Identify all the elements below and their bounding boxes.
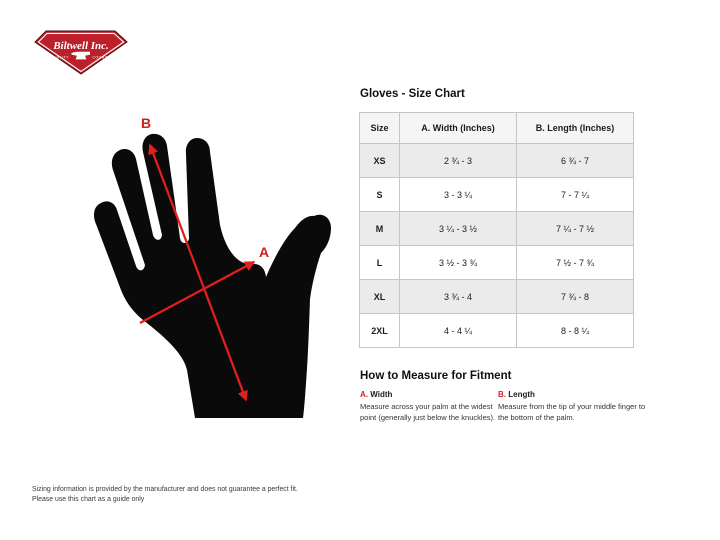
column-header-size: Size [360, 113, 400, 144]
cell-width: 4 - 4 ¼ [400, 314, 517, 348]
cell-width: 2 ¾ - 3 [400, 144, 517, 178]
cell-size: L [360, 246, 400, 280]
logo-brand-text: Biltwell Inc. [53, 40, 109, 52]
cell-size: XS [360, 144, 400, 178]
diagram-label-b: B [140, 115, 152, 131]
hand-diagram [83, 100, 343, 430]
cell-size: S [360, 178, 400, 212]
measure-item-length-heading [498, 390, 650, 399]
size-table [359, 112, 634, 348]
measure-item-width-heading [360, 390, 496, 399]
table-row-2xl [360, 314, 634, 348]
column-header-width: A. Width (Inches) [400, 113, 517, 144]
cell-width: 3 ¼ - 3 ½ [400, 212, 517, 246]
measure-section-title: How to Measure for Fitment [360, 370, 512, 382]
hand-silhouette [94, 134, 331, 418]
table-row-xs [360, 144, 634, 178]
logo-tagline-right: COUNTS” [92, 55, 112, 60]
cell-length: 7 ½ - 7 ¾ [517, 246, 634, 280]
measure-text-width: Measure across your palm at the widest point (generally just below the knuckles). [360, 402, 496, 422]
cell-size: 2XL [360, 314, 400, 348]
size-chart-title: Gloves - Size Chart [360, 88, 465, 100]
cell-length: 7 - 7 ¼ [517, 178, 634, 212]
table-row-m [360, 212, 634, 246]
measure-text-length: Measure from the tip of your middle finger to the bottom of the palm. [498, 402, 646, 422]
measure-key-a: A. [360, 390, 368, 399]
cell-length: 8 - 8 ¼ [517, 314, 634, 348]
table-row-xl [360, 280, 634, 314]
disclaimer [32, 485, 298, 506]
cell-length: 7 ¾ - 8 [517, 280, 634, 314]
cell-size: XL [360, 280, 400, 314]
biltwell-logo [34, 30, 128, 76]
measure-item-width [360, 390, 496, 423]
diagram-label-a: A [258, 244, 270, 260]
table-row-s [360, 178, 634, 212]
disclaimer-line-1: Sizing information is provided by the manufacturer and does not guarantee a perfect fit. [32, 486, 298, 493]
cell-width: 3 ¾ - 4 [400, 280, 517, 314]
measure-label-width: Width [370, 390, 393, 399]
table-header-row [360, 113, 634, 144]
cell-width: 3 - 3 ¼ [400, 178, 517, 212]
column-header-length: B. Length (Inches) [517, 113, 634, 144]
cell-length: 7 ¼ - 7 ½ [517, 212, 634, 246]
measure-key-b: B. [498, 390, 506, 399]
disclaimer-line-2: Please use this chart as a guide only [32, 496, 145, 504]
cell-width: 3 ½ - 3 ¾ [400, 246, 517, 280]
measure-item-length [498, 390, 650, 423]
logo-tagline-left: “QUALITY [49, 55, 69, 60]
cell-length: 6 ¾ - 7 [517, 144, 634, 178]
measure-label-length: Length [508, 390, 535, 399]
cell-size: M [360, 212, 400, 246]
table-row-l [360, 246, 634, 280]
